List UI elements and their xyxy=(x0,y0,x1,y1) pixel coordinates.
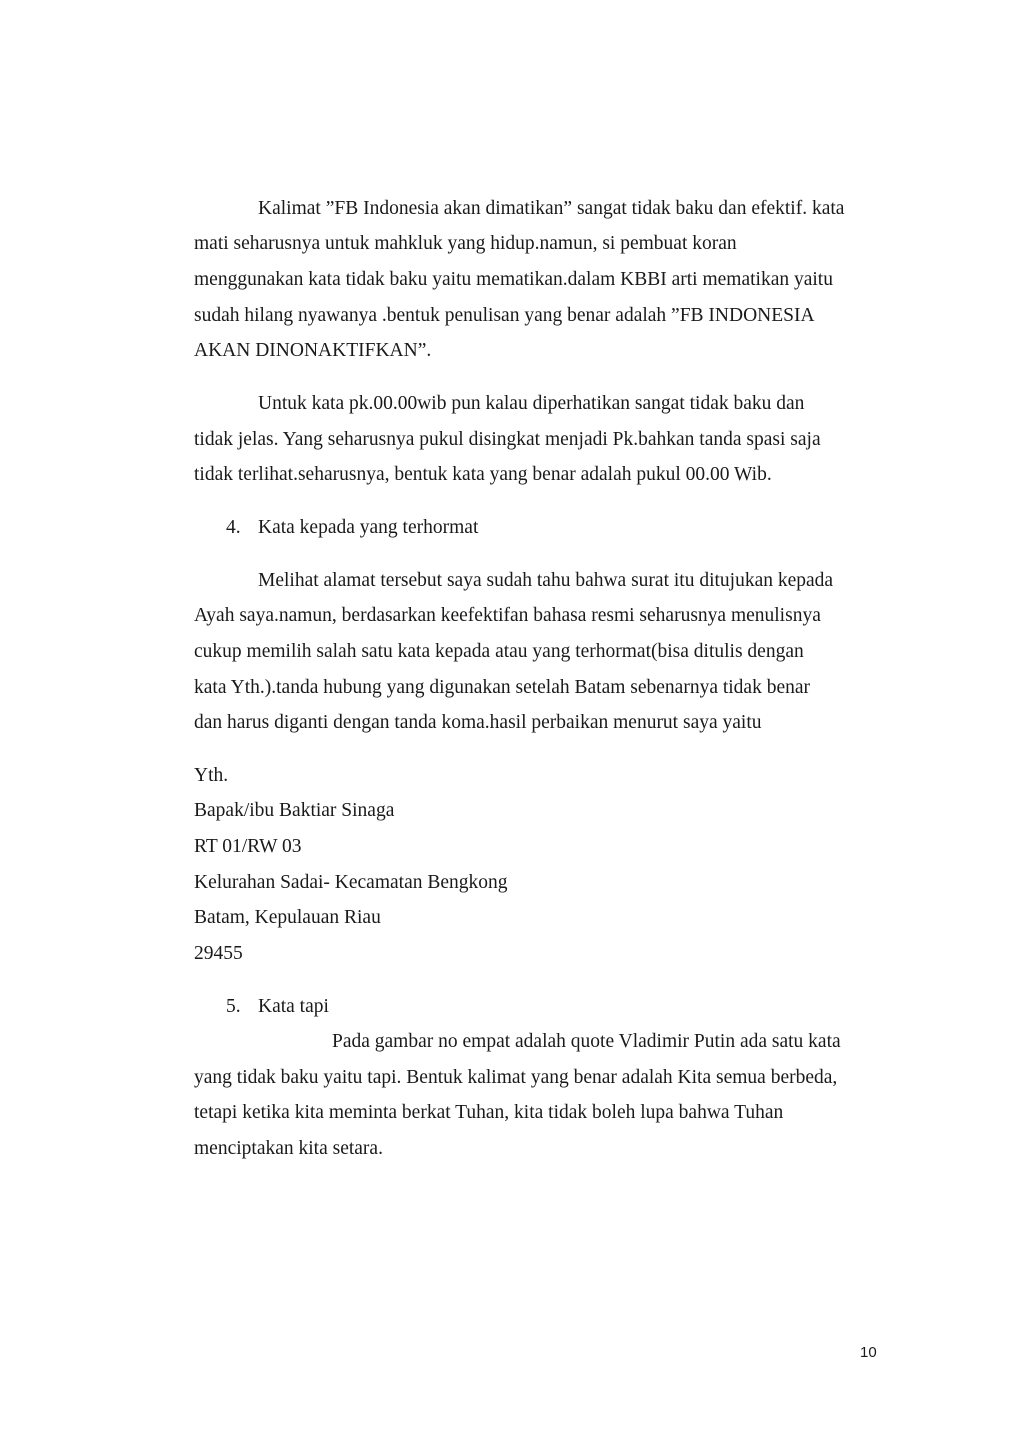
paragraph-1-line-4: sudah hilang nyawanya .bentuk penulisan yang benar adalah ”FB INDONESIA xyxy=(194,305,815,326)
paragraph-1-line-5: AKAN DINONAKTIFKAN”. xyxy=(194,340,432,361)
paragraph-4-line-3: tetapi ketika kita meminta berkat Tuhan, kita tidak boleh lupa bahwa Tuhan xyxy=(194,1102,784,1123)
paragraph-3-line-5: dan harus diganti dengan tanda koma.hasil perbaikan menurut saya yaitu xyxy=(194,712,762,733)
paragraph-3-line-4: kata Yth.).tanda hubung yang digunakan setelah Batam sebenarnya tidak benar xyxy=(194,677,811,698)
paragraph-2-line-2: tidak jelas. Yang seharusnya pukul disingkat menjadi Pk.bahkan tanda spasi saja xyxy=(194,429,821,450)
list-item-4-number: 4. xyxy=(226,517,241,538)
address-line-3: RT 01/RW 03 xyxy=(194,836,302,857)
list-item-4-heading: Kata kepada yang terhormat xyxy=(258,517,479,538)
paragraph-4-line-2: yang tidak baku yaitu tapi. Bentuk kalimat yang benar adalah Kita semua berbeda, xyxy=(194,1067,838,1088)
list-item-5-heading: Kata tapi xyxy=(258,996,329,1017)
paragraph-4-line-4: menciptakan kita setara. xyxy=(194,1138,383,1159)
page-number: 10 xyxy=(860,1344,877,1361)
paragraph-2-line-3: tidak terlihat.seharusnya, bentuk kata yang benar adalah pukul 00.00 Wib. xyxy=(194,464,772,485)
list-item-5-number: 5. xyxy=(226,996,241,1017)
address-line-4: Kelurahan Sadai- Kecamatan Bengkong xyxy=(194,872,508,893)
paragraph-1-line-1: Kalimat ”FB Indonesia akan dimatikan” sangat tidak baku dan efektif. kata xyxy=(258,198,845,219)
paragraph-3-line-1: Melihat alamat tersebut saya sudah tahu bahwa surat itu ditujukan kepada xyxy=(258,570,834,591)
paragraph-4-line-1: Pada gambar no empat adalah quote Vladimir Putin ada satu kata xyxy=(332,1031,841,1052)
paragraph-3-line-3: cukup memilih salah satu kata kepada atau yang terhormat(bisa ditulis dengan xyxy=(194,641,804,662)
address-line-6: 29455 xyxy=(194,943,243,964)
address-line-1: Yth. xyxy=(194,765,229,786)
address-line-5: Batam, Kepulauan Riau xyxy=(194,907,381,928)
paragraph-3-line-2: Ayah saya.namun, berdasarkan keefektifan bahasa resmi seharusnya menulisnya xyxy=(194,605,821,626)
paragraph-2-line-1: Untuk kata pk.00.00wib pun kalau diperhatikan sangat tidak baku dan xyxy=(258,393,805,414)
paragraph-1-line-3: menggunakan kata tidak baku yaitu mematikan.dalam KBBI arti mematikan yaitu xyxy=(194,269,833,290)
address-line-2: Bapak/ibu Baktiar Sinaga xyxy=(194,800,395,821)
paragraph-1-line-2: mati seharusnya untuk mahkluk yang hidup.namun, si pembuat koran xyxy=(194,233,737,254)
